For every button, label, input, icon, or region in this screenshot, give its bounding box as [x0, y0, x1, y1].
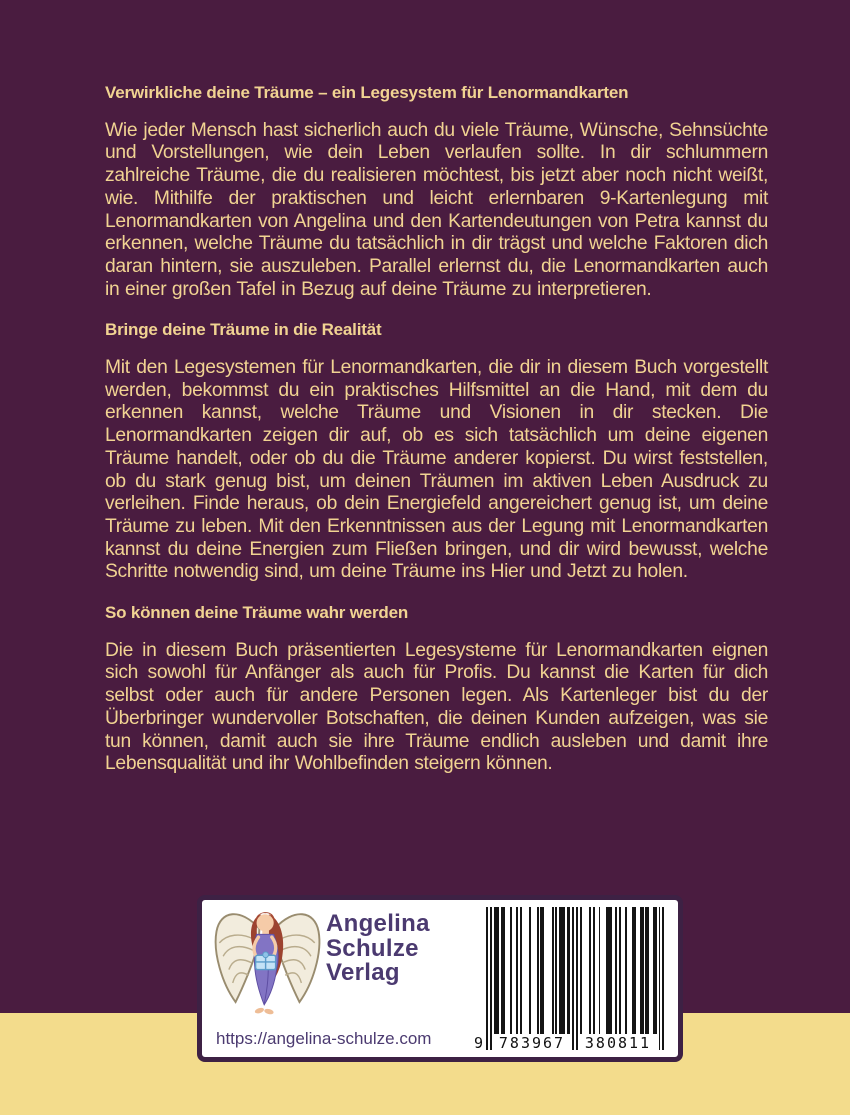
- section-heading: Bringe deine Träume in die Realität: [105, 320, 382, 340]
- publisher-name-line: Schulze: [326, 934, 419, 962]
- blurb-text-block: [105, 82, 768, 794]
- publisher-name-line: Angelina: [326, 910, 430, 937]
- publisher-name-line: Verlag: [326, 959, 400, 986]
- barcode-digit-group: 783967: [498, 1034, 566, 1052]
- blurb-section: [105, 82, 768, 301]
- section-paragraph: Mit den Legesystemen für Lenormandkarten, die dir in diesem Buch vorgestellt werden, bekommst du ein praktisches Hilfsmittel an die Hand, mit dem du erkennen kannst, welche Träume und Visionen in dir stecken. Die Lenormandkarten zeigen dir auf, ob es sich tatsächlich um deine eigenen Träume handelt, oder ob du die Träume anderer kopierst. Du wirst feststellen, ob du stark genug bist, um deinen Träumen im aktiven Leben Ausdruck zu verleihen. Finde heraus, ob dein Energiefeld angereichert genug ist, um deine Träume zu leben. Mit den Erkenntnissen aus der Legung mit Lenormandkarten kannst du deine Energien zum Fließen bringen, und dir wird bewusst, welche Schritte notwendig sind, um deine Träume ins Hier und Jetzt zu holen.: [105, 357, 768, 583]
- barcode: [474, 907, 664, 1052]
- publisher-name: [326, 912, 430, 986]
- barcode-bars: [486, 907, 664, 1052]
- section-heading: Verwirkliche deine Träume – ein Legesystem für Lenormandkarten: [105, 83, 629, 102]
- publisher-website: https://angelina-schulze.com: [216, 1029, 432, 1048]
- blurb-section: [105, 319, 768, 584]
- section-paragraph: Die in diesem Buch präsentierten Legesysteme für Lenormandkarten eignen sich sowohl für Anfänger als auch für Profis. Du kannst die Karten für dich selbst oder auch für andere Personen legen. Als Kartenleger bist du der Überbringer wundervoller Botschaften, die deinen Kunden aufzeigen, was sie tun können, damit auch sie ihre Träume endlich ausleben und damit ihre Lebensqualität und ihr Wohlbefinden steigern können.: [105, 639, 768, 775]
- barcode-digit-group: 9: [474, 1034, 484, 1052]
- publisher-box: [197, 895, 683, 1062]
- section-paragraph: Wie jeder Mensch hast sicherlich auch du viele Träume, Wünsche, Sehnsüchte und Vorstellungen, wie dein Leben verlaufen sollte. In dir schlummern zahlreiche Träume, die du realisieren möchtest, bis jetzt aber noch nicht weißt, wie. Mithilfe der praktischen und leicht erlernbaren 9-Kartenlegung mit Lenormandkarten von Angelina und den Kartendeutungen von Petra kannst du erkennen, welche Träume du tatsächlich in dir trägst und welche Faktoren dich daran hintern, sie auszuleben. Parallel erlernst du, die Lenormandkarten auch in einer großen Tafel in Bezug auf deine Träume zu interpretieren.: [105, 119, 768, 300]
- blurb-section: [105, 602, 768, 776]
- angel-with-gift-icon: [206, 902, 330, 1020]
- section-heading: So können deine Träume wahr werden: [105, 603, 409, 623]
- barcode-digit-group: 380811: [584, 1034, 652, 1052]
